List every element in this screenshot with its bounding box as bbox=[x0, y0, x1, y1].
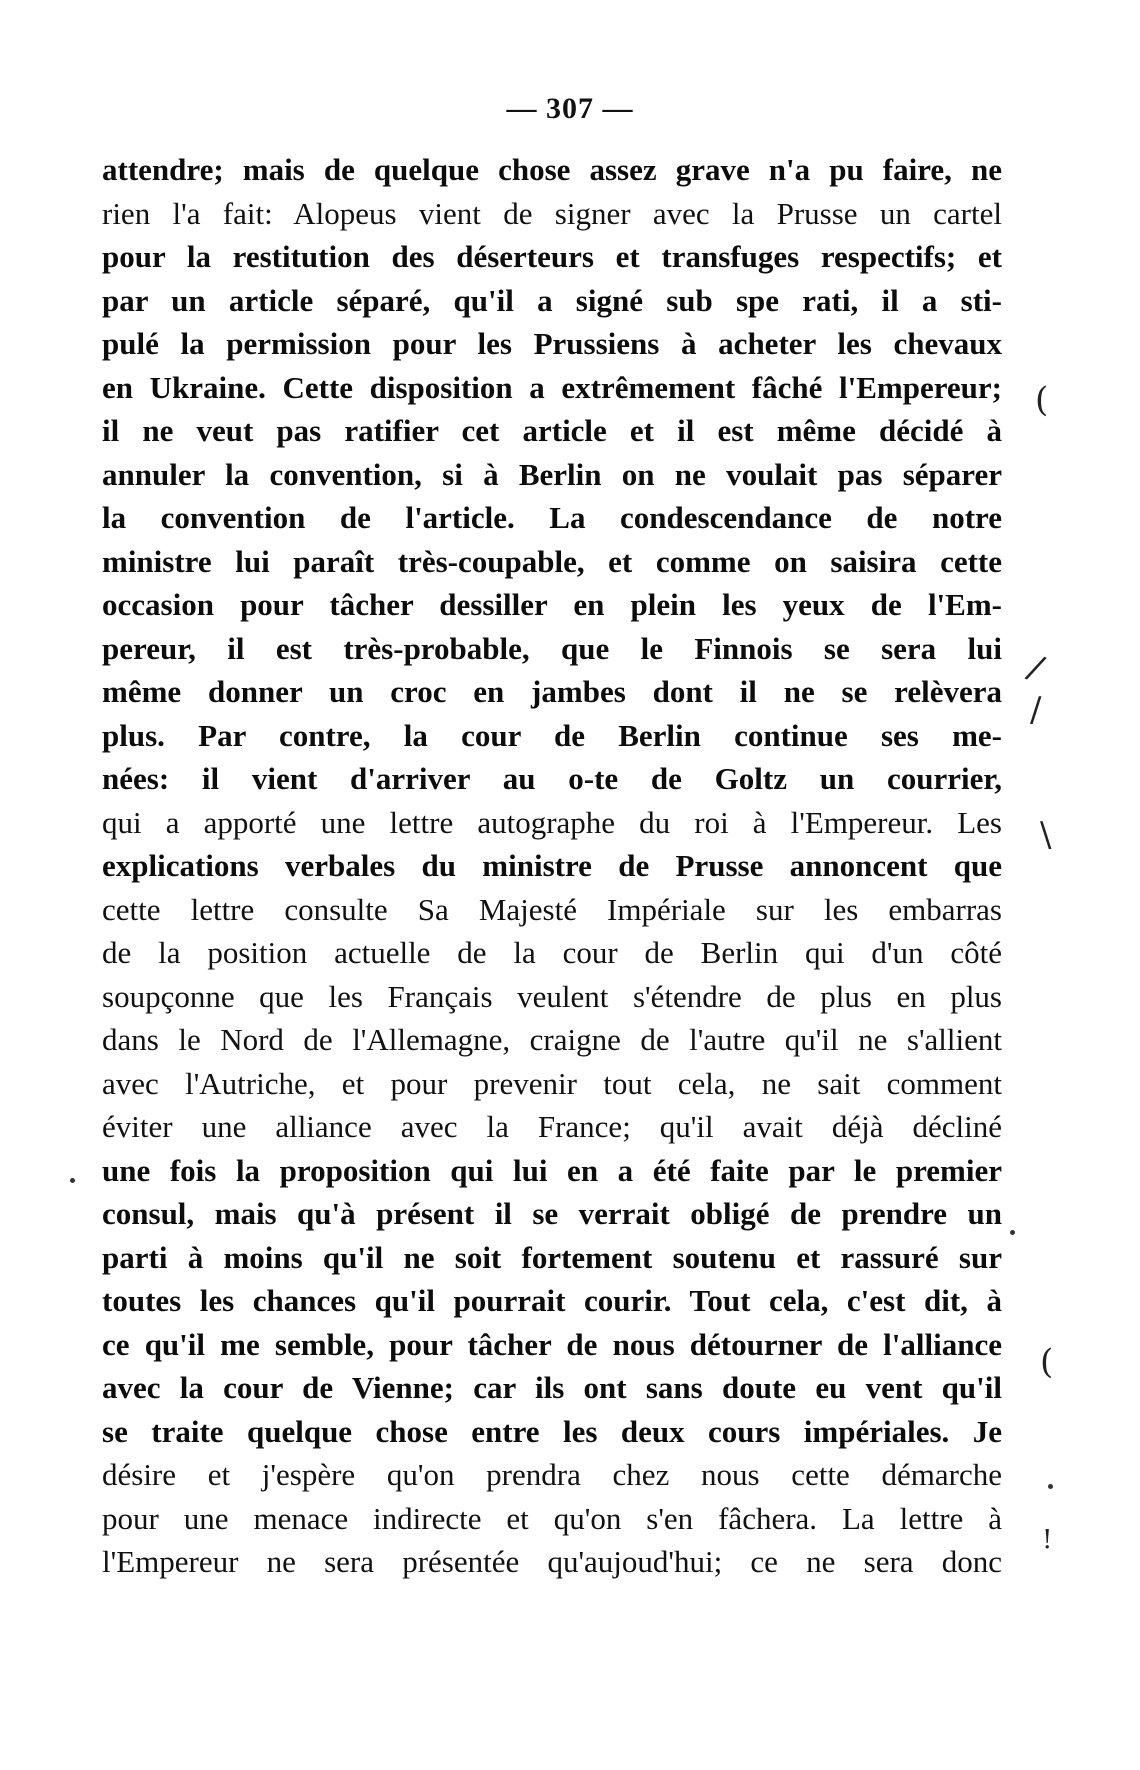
text-line: cette lettre consulte Sa Majesté Impériale sur les embarras bbox=[102, 891, 1002, 927]
ink-speck bbox=[1048, 1484, 1053, 1489]
ink-speck bbox=[70, 1178, 75, 1183]
margin-mark: ! bbox=[1042, 1525, 1053, 1555]
text-line: la convention de l'article. La condescendance de notre bbox=[102, 500, 1002, 535]
text-line: ce qu'il me semble, pour tâcher de nous détourner de l'alliance bbox=[102, 1326, 1002, 1362]
text-line: attendre; mais de quelque chose assez grave n'a pu faire, ne bbox=[102, 152, 1002, 187]
margin-mark: / bbox=[1022, 647, 1050, 689]
text-line: pour une menace indirecte et qu'on s'en fâchera. La lettre à bbox=[102, 1500, 1002, 1536]
margin-mark: \ bbox=[1040, 815, 1052, 855]
text-line: occasion pour tâcher dessiller en plein les yeux de l'Em- bbox=[102, 587, 1002, 622]
text-line: qui a apporté une lettre autographe du roi à l'Empereur. Les bbox=[102, 804, 1002, 840]
text-line: soupçonne que les Français veulent s'étendre de plus en plus bbox=[102, 978, 1002, 1014]
text-line: consul, mais qu'à présent il se verrait obligé de prendre un bbox=[102, 1196, 1002, 1231]
text-line: pulé la permission pour les Prussiens à acheter les chevaux bbox=[102, 326, 1002, 361]
text-line: nées: il vient d'arriver au o-te de Goltz un courrier, bbox=[102, 761, 1002, 796]
text-line: désire et j'espère qu'on prendra chez nous cette démarche bbox=[102, 1457, 1002, 1492]
page-number: — 307 — bbox=[506, 92, 634, 125]
margin-mark: ( bbox=[1040, 1342, 1054, 1382]
text-line: l'Empereur ne sera présentée qu'aujoud'hui; ce ne sera donc bbox=[102, 1544, 1002, 1579]
text-line: de la position actuelle de la cour de Berlin qui d'un côté bbox=[102, 935, 1002, 970]
text-line: parti à moins qu'il ne soit fortement soutenu et rassuré sur bbox=[102, 1239, 1002, 1275]
text-line: avec la cour de Vienne; car ils ont sans doute eu vent qu'il bbox=[102, 1370, 1002, 1405]
text-line: plus. Par contre, la cour de Berlin continue ses me- bbox=[102, 717, 1002, 753]
text-line: annuler la convention, si à Berlin on ne voulait pas séparer bbox=[102, 456, 1002, 492]
text-line: il ne veut pas ratifier cet article et il est même décidé à bbox=[102, 413, 1002, 448]
text-line: pereur, il est très-probable, que le Finnois se sera lui bbox=[102, 630, 1002, 666]
margin-mark: ( bbox=[1035, 380, 1049, 420]
text-line: par un article séparé, qu'il a signé sub spe rati, il a sti- bbox=[102, 282, 1002, 318]
ink-speck bbox=[1010, 1230, 1015, 1235]
text-line: éviter une alliance avec la France; qu'il avait déjà décliné bbox=[102, 1109, 1002, 1144]
text-line: même donner un croc en jambes dont il ne se relèvera bbox=[102, 674, 1002, 709]
margin-mark: / bbox=[1030, 690, 1042, 730]
text-line: avec l'Autriche, et pour prevenir tout cela, ne sait comment bbox=[102, 1065, 1002, 1101]
text-line: en Ukraine. Cette disposition a extrêmement fâché l'Empereur; bbox=[102, 369, 1002, 405]
text-line: pour la restitution des déserteurs et transfuges respectifs; et bbox=[102, 239, 1002, 274]
text-line: dans le Nord de l'Allemagne, craigne de l'autre qu'il ne s'allient bbox=[102, 1022, 1002, 1057]
text-line: ministre lui paraît très-coupable, et comme on saisira cette bbox=[102, 543, 1002, 579]
text-line: se traite quelque chose entre les deux cours impériales. Je bbox=[102, 1413, 1002, 1449]
body-text bbox=[102, 148, 1002, 1584]
text-line: toutes les chances qu'il pourrait courir. Tout cela, c'est dit, à bbox=[102, 1283, 1002, 1318]
text-line: une fois la proposition qui lui en a été faite par le premier bbox=[102, 1152, 1002, 1188]
text-line: explications verbales du ministre de Prusse annoncent que bbox=[102, 848, 1002, 883]
text-line: rien l'a fait: Alopeus vient de signer avec la Prusse un cartel bbox=[102, 195, 1002, 231]
